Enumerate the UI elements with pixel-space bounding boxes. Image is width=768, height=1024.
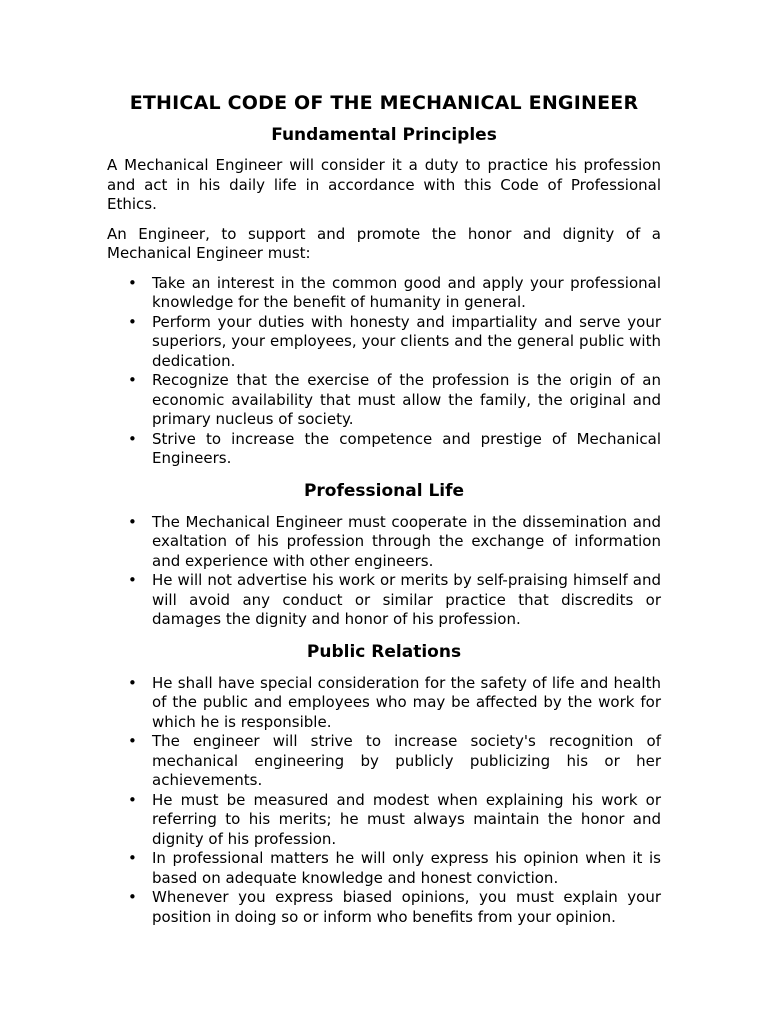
- list-item: [107, 674, 661, 733]
- section-heading: Public Relations: [306, 641, 462, 662]
- list-item: [107, 849, 661, 888]
- list-item-text: The Mechanical Engineer must cooperate in the dissemination and exaltation of his profession through the exchange of information and experience with other engineers.: [152, 512, 661, 570]
- bullet-list: [107, 513, 661, 630]
- bullet-icon: •: [128, 888, 137, 906]
- bullet-icon: •: [128, 732, 137, 750]
- list-item-text: Perform your duties with honesty and impartiality and serve your superiors, your employees, your clients and the general public with dedication.: [152, 312, 661, 370]
- list-item: [107, 371, 661, 430]
- list-item-text: Recognize that the exercise of the profession is the origin of an economic availability that must allow the family, the original and primary nucleus of society.: [152, 371, 661, 428]
- section-professional-life: [107, 478, 661, 630]
- list-item: [107, 274, 661, 313]
- paragraph: An Engineer, to support and promote the honor and dignity of a Mechanical Engineer must:: [107, 224, 661, 262]
- list-item: [107, 732, 661, 791]
- bullet-list: [107, 274, 661, 469]
- list-item: [107, 791, 661, 850]
- bullet-icon: •: [128, 849, 137, 867]
- list-item: [107, 888, 661, 927]
- bullet-icon: •: [128, 512, 137, 531]
- list-item: [107, 513, 661, 572]
- list-item-text: He shall have special consideration for the safety of life and health of the public and employees who may be affected by the work for which he is responsible.: [152, 673, 661, 731]
- bullet-list: [107, 674, 661, 928]
- list-item-text: Whenever you express biased opinions, you must explain your position in doing so or inform who benefits from your opinion.: [152, 888, 661, 926]
- section-fundamental-principles: [107, 122, 661, 469]
- bullet-icon: •: [128, 371, 137, 389]
- list-item: [107, 313, 661, 372]
- list-item: [107, 571, 661, 630]
- section-heading: Professional Life: [303, 480, 465, 501]
- list-item-text: In professional matters he will only express his opinion when it is based on adequate knowledge and honest conviction.: [152, 849, 661, 887]
- list-item-text: Take an interest in the common good and apply your professional knowledge for the benefit of humanity in general.: [152, 273, 661, 311]
- document-page: [107, 88, 661, 927]
- paragraph: A Mechanical Engineer will consider it a duty to practice his profession and act in his daily life in accordance with this Code of Professional Ethics.: [107, 156, 661, 213]
- document-title: ETHICAL CODE OF THE MECHANICAL ENGINEER: [129, 92, 639, 114]
- bullet-icon: •: [128, 273, 137, 292]
- list-item: [107, 430, 661, 469]
- section-public-relations: [107, 639, 661, 928]
- list-item-text: He must be measured and modest when explaining his work or referring to his merits; he must always maintain the honor and dignity of his profession.: [152, 790, 661, 848]
- bullet-icon: •: [128, 571, 137, 589]
- bullet-icon: •: [128, 790, 137, 809]
- list-item-text: The engineer will strive to increase society's recognition of mechanical engineering by publicly publicizing his or her achievements.: [152, 732, 661, 789]
- section-heading: Fundamental Principles: [271, 125, 497, 145]
- list-item-text: He will not advertise his work or merits by self-praising himself and will avoid any conduct or similar practice that discredits or damages the dignity and honor of his profession.: [152, 571, 661, 628]
- list-item-text: Strive to increase the competence and prestige of Mechanical Engineers.: [152, 429, 661, 467]
- bullet-icon: •: [128, 673, 137, 692]
- bullet-icon: •: [128, 429, 137, 448]
- bullet-icon: •: [128, 312, 137, 331]
